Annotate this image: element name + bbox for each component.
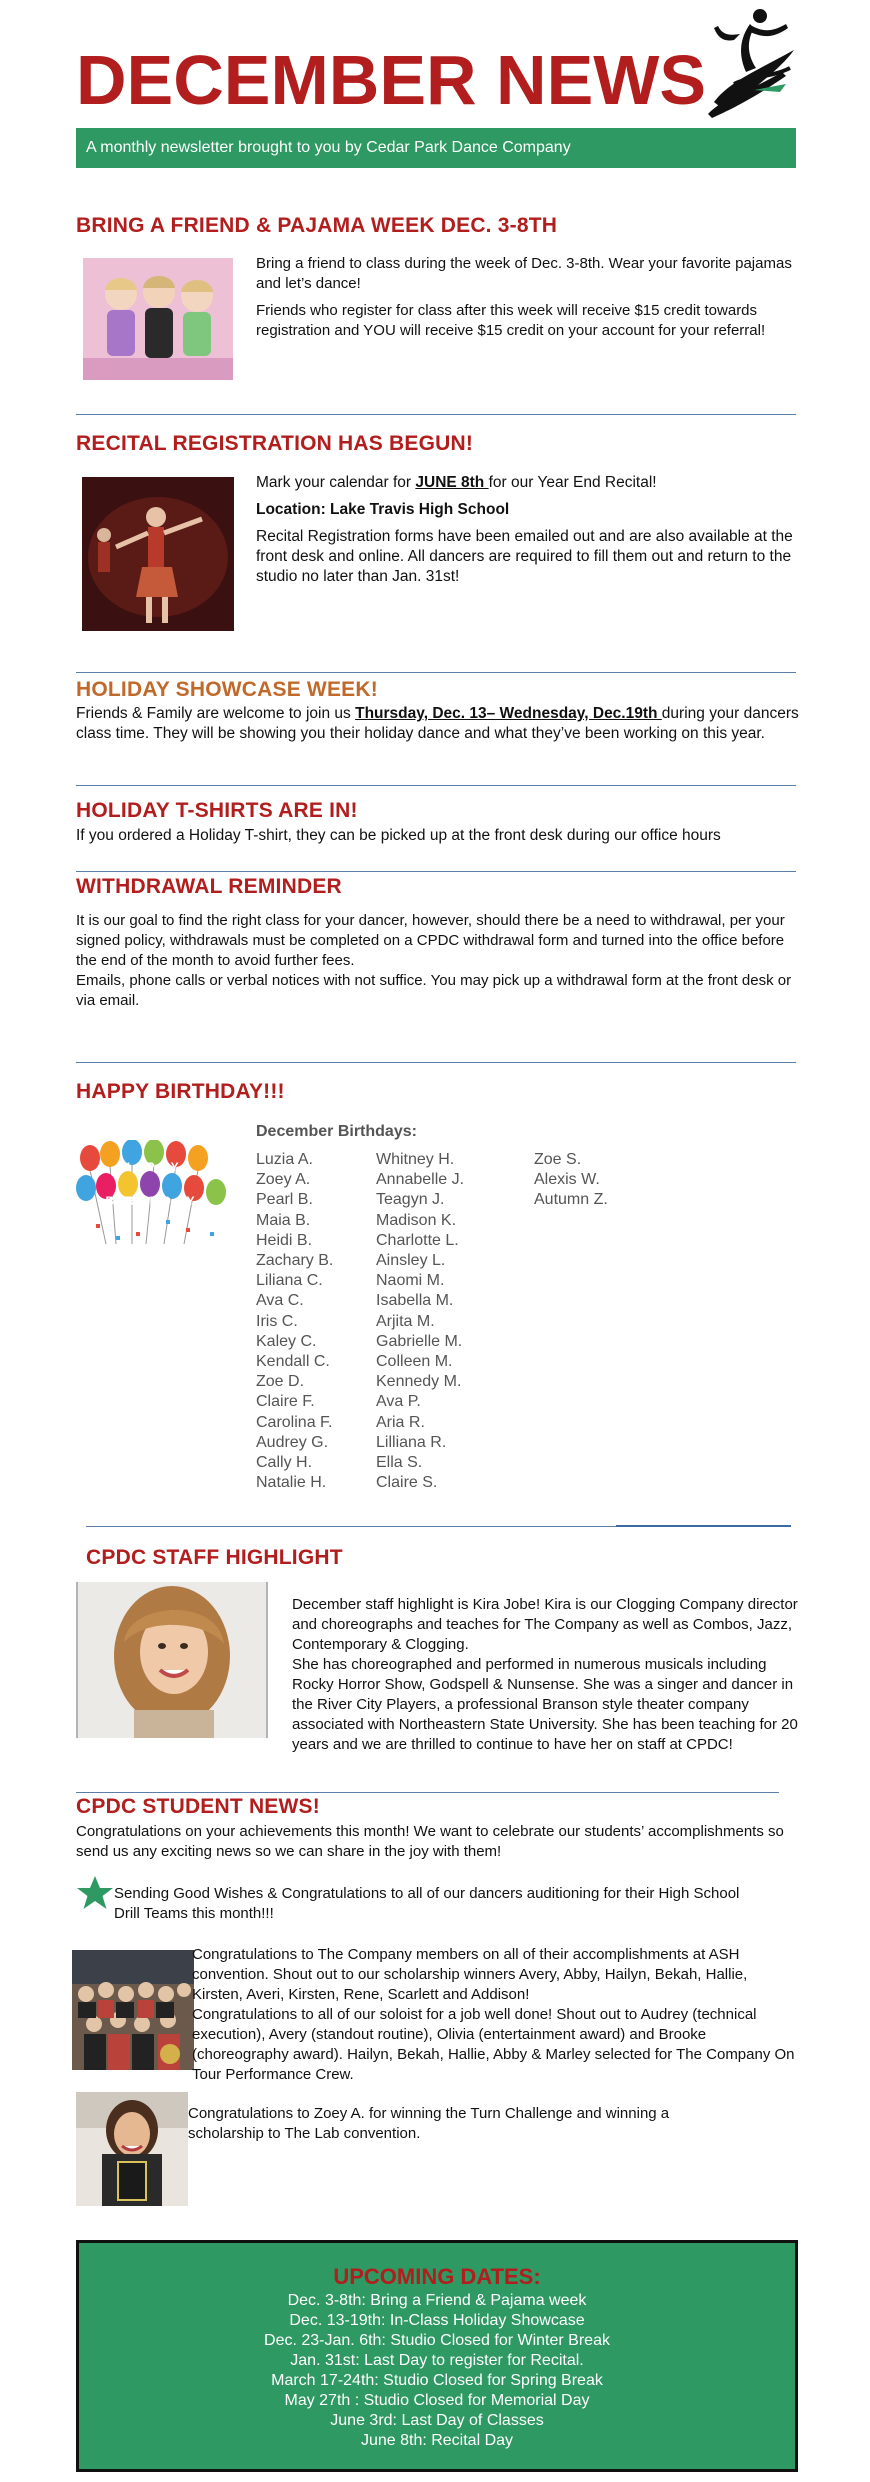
- upcoming-date-item: Jan. 31st: Last Day to register for Recital.: [290, 2352, 584, 2369]
- student-news-intro: Congratulations on your achievements this month! We want to celebrate our students’ accomplishments so send us any exciting news so we can share in the joy with them!: [76, 1823, 784, 1860]
- withdrawal-p2: Emails, phone calls or verbal notices with not suffice. You may pick up a withdrawal form at the front desk or via email.: [76, 972, 792, 1009]
- friend-week-title: BRING A FRIEND & PAJAMA WEEK DEC. 3-8TH: [76, 214, 558, 237]
- divider: [76, 1792, 779, 1793]
- upcoming-date-item: Dec. 13-19th: In-Class Holiday Showcase: [289, 2312, 585, 2329]
- birthday-name: Claire F.: [256, 1393, 315, 1411]
- staff-p1: December staff highlight is Kira Jobe! Kira is our Clogging Company director and choreographs and teaches for The Company as well as Combos, Jazz, Contemporary & Clogging.: [292, 1596, 798, 1653]
- birthday-name: Ainsley L.: [376, 1252, 446, 1270]
- upcoming-dates-title: UPCOMING DATES:: [333, 2264, 541, 2289]
- birthday-name: Arjita M.: [376, 1312, 435, 1330]
- recital-location: Location: Lake Travis High School: [256, 501, 510, 518]
- friend-week-p2: Friends who register for class after this week will receive $15 credit towards registration and YOU will receive $15 credit on your account for your referral!: [256, 302, 766, 339]
- recital-text: [256, 473, 801, 587]
- showcase-dates: Thursday, Dec. 13– Wednesday, Dec.19th: [355, 705, 662, 722]
- staff-photo: [76, 1582, 268, 1738]
- birthday-column-3: [534, 1150, 654, 1211]
- birthday-name: Ella S.: [376, 1454, 423, 1472]
- birthday-name: Luzia A.: [256, 1151, 313, 1168]
- company-news-p1: Congratulations to The Company members on all of their accomplishments at ASH convention. Shout out to our scholarship winners Avery, Abby, Hailyn, Bekah, Hallie, Kirsten, Averi, Kirsten, Rene, Scarlett and Addison!: [192, 1946, 748, 2003]
- birthday-name: Maia B.: [256, 1211, 311, 1229]
- birthday-name: Natalie H.: [256, 1474, 327, 1492]
- birthday-name: Iris C.: [256, 1312, 298, 1330]
- withdrawal-p1: It is our goal to find the right class for your dancer, however, should there be a need to withdrawal, per your signed policy, withdrawals must be completed on a CPDC withdrawal form and turned into the office before the end of the month to avoid further fees.: [76, 912, 785, 969]
- upcoming-date-item: Dec. 3-8th: Bring a Friend & Pajama week: [287, 2292, 587, 2309]
- divider: [76, 1062, 796, 1063]
- birthday-name: Madison K.: [376, 1211, 457, 1229]
- birthday-column-2: [376, 1150, 516, 1493]
- staff-p2: She has choreographed and performed in numerous musicals including Rocky Horror Show, Godspell & Nunsense. She was a singer and dancer in the River City Players, a professional Branson style theater company associated with Northeastern State University. She has been teaching for 20 years and we are thrilled to continue to have her on staff at CPDC!: [292, 1656, 798, 1753]
- staff-text: [292, 1595, 802, 1755]
- divider-accent: [616, 1525, 791, 1527]
- birthday-name: Colleen M.: [376, 1353, 453, 1371]
- recital-photo: [82, 477, 234, 631]
- birthday-name: Aria R.: [376, 1413, 425, 1431]
- birthday-name: Zoey A.: [256, 1171, 311, 1189]
- showcase-pre: Friends & Family are welcome to join us: [76, 705, 356, 722]
- drill-team-text: Sending Good Wishes & Congratulations to all of our dancers auditioning for their High School Drill Teams this month!!!: [114, 1885, 740, 1922]
- showcase-text: [76, 704, 801, 744]
- birthday-name: Autumn Z.: [534, 1191, 608, 1209]
- tshirts-text: If you ordered a Holiday T-shirt, they can be picked up at the front desk during our office hours: [76, 827, 721, 844]
- zoey-photo: [76, 2092, 188, 2206]
- recital-line1-pre: Mark your calendar for: [256, 474, 416, 491]
- birthday-name: Zoe S.: [534, 1151, 582, 1168]
- subtitle-text: A monthly newsletter brought to you by Cedar Park Dance Company: [86, 139, 571, 156]
- upcoming-date-item: May 27th : Studio Closed for Memorial Day: [284, 2392, 590, 2409]
- tshirts-title: HOLIDAY T-SHIRTS ARE IN!: [76, 799, 358, 822]
- birthday-name: Teagyn J.: [376, 1191, 445, 1209]
- zoey-news-text: Congratulations to Zoey A. for winning the Turn Challenge and winning a scholarship to The Lab convention.: [188, 2105, 670, 2142]
- company-news-p2: Congratulations to all of our soloist for a job well done! Shout out to Audrey (technical execution), Avery (standout routine), Olivia (entertainment award) and Brooke (choreography award). Hailyn, Bekah, Hallie, Abby & Marley selected for The Company On Tour Performance Crew.: [192, 2006, 795, 2083]
- birthday-name: Alexis W.: [534, 1171, 600, 1189]
- birthday-name: Charlotte L.: [376, 1231, 459, 1249]
- birthday-name: Whitney H.: [376, 1151, 455, 1168]
- staff-title: CPDC STAFF HIGHLIGHT: [86, 1546, 343, 1569]
- newsletter-title: DECEMBER NEWS: [76, 41, 707, 119]
- birthday-name: Kaley C.: [256, 1332, 317, 1350]
- birthday-name: Claire S.: [376, 1474, 438, 1492]
- withdrawal-text: [76, 911, 801, 1011]
- divider: [76, 871, 796, 872]
- company-news-text: [192, 1945, 802, 2085]
- birthday-name: Zoe D.: [256, 1373, 305, 1391]
- recital-line1: [256, 473, 801, 493]
- star-icon: [76, 1875, 114, 1911]
- birthday-name: Naomi M.: [376, 1272, 445, 1290]
- friend-week-text: [256, 254, 801, 341]
- birthday-balloons-image: [76, 1140, 228, 1252]
- recital-title: RECITAL REGISTRATION HAS BEGUN!: [76, 432, 474, 455]
- birthday-name: Audrey G.: [256, 1433, 329, 1451]
- birthday-name: Zachary B.: [256, 1252, 334, 1270]
- birthday-name: Pearl B.: [256, 1191, 313, 1209]
- birthday-name: Isabella M.: [376, 1292, 454, 1310]
- upcoming-date-item: March 17-24th: Studio Closed for Spring Break: [271, 2372, 603, 2389]
- student-news-title: CPDC STUDENT NEWS!: [76, 1795, 320, 1818]
- upcoming-dates-list: [79, 2291, 795, 2451]
- recital-date: JUNE 8th: [415, 474, 489, 491]
- friend-week-p1: Bring a friend to class during the week of Dec. 3-8th. Wear your favorite pajamas and let’s dance!: [256, 255, 792, 292]
- birthday-name: Ava C.: [256, 1292, 304, 1310]
- upcoming-date-item: Dec. 23-Jan. 6th: Studio Closed for Winter Break: [264, 2332, 610, 2349]
- balloon-text: HAPPY BIRTHDAY: [105, 1160, 199, 1208]
- birthday-column-1: [256, 1150, 366, 1493]
- dancer-logo: [694, 2, 804, 122]
- recital-p2: Recital Registration forms have been emailed out and are also available at the front desk and online. All dancers are required to fill them out and return to the studio no later than Jan. 31st!: [256, 528, 793, 585]
- divider: [76, 785, 796, 786]
- showcase-title: HOLIDAY SHOWCASE WEEK!: [76, 678, 378, 701]
- divider: [76, 414, 796, 415]
- birthday-heading: December Birthdays:: [256, 1123, 417, 1140]
- birthday-name: Gabrielle M.: [376, 1332, 463, 1350]
- birthday-name: Kennedy M.: [376, 1373, 462, 1391]
- birthday-name: Liliana C.: [256, 1272, 323, 1290]
- subtitle-banner: [76, 128, 796, 168]
- birthday-name: Carolina F.: [256, 1413, 333, 1431]
- recital-line1-post: for our Year End Recital!: [488, 474, 657, 491]
- upcoming-date-item: June 8th: Recital Day: [360, 2432, 514, 2449]
- divider: [76, 672, 796, 673]
- birthday-name: Annabelle J.: [376, 1171, 465, 1189]
- convention-photo: [72, 1950, 194, 2070]
- upcoming-dates-box: [76, 2240, 798, 2472]
- birthday-name: Lilliana R.: [376, 1433, 447, 1451]
- birthday-name: Cally H.: [256, 1454, 313, 1472]
- birthday-name: Kendall C.: [256, 1353, 330, 1371]
- upcoming-date-item: June 3rd: Last Day of Classes: [330, 2412, 544, 2429]
- friend-week-photo: [83, 258, 233, 380]
- withdrawal-title: WITHDRAWAL REMINDER: [76, 875, 342, 898]
- birthday-name: Heidi B.: [256, 1231, 313, 1249]
- birthday-name: Ava P.: [376, 1393, 421, 1411]
- birthday-title: HAPPY BIRTHDAY!!!: [76, 1080, 285, 1103]
- showcase-post: during your dancers class time. They will be showing you their holiday dance and what they’ve been working on this year.: [76, 705, 799, 742]
